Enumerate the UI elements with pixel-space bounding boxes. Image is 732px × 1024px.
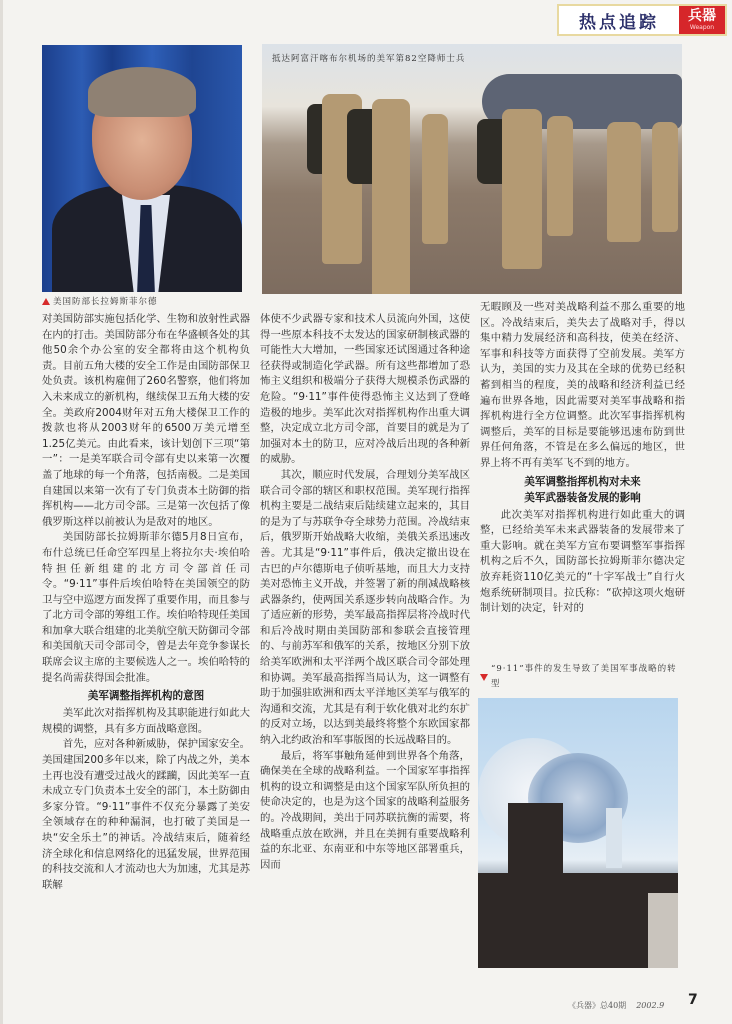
photo-hair xyxy=(88,67,196,117)
triangle-up-icon xyxy=(42,298,50,305)
photo-soldier xyxy=(607,122,641,242)
rumsfeld-caption xyxy=(42,295,158,307)
page-footer xyxy=(568,1000,664,1011)
page-fold-shadow xyxy=(0,0,3,1024)
paragraph: 最后，将军事触角延伸到世界各个角落，确保美在全球的战略利益。一个国家军事指挥机构的设立和调整是由这个国家军队所负担的使命决定的，也是为这个国家的战略利益服务的。冷战期间，美出于同苏联抗衡的需要，将战略重点放在欧洲，并且在美拥有重要战略利益的东北亚、东南亚和中东等地区部署重兵，因而 xyxy=(260,749,470,871)
issue-label: 《兵器》总40期 xyxy=(568,1001,627,1010)
rumsfeld-caption-text: 美国防部长拉姆斯菲尔德 xyxy=(53,297,158,307)
article-column-3 xyxy=(480,300,685,617)
photo-tower xyxy=(606,808,622,868)
triangle-down-icon xyxy=(480,674,488,681)
paragraph: 对美国防部实施包括化学、生物和放射性武器在内的打击。美国防部分布在华盛顿各处的其他50余个办公室的安全都将由这个机构负责。目前五角大楼的安全工作是由国防部保卫处负责。该机构雇佣了260名警察，他们将加入未来成立的新机构，继续保卫五角大楼的安全。美政府2004财年对五角大楼保卫工作的拨款也将从2003财年的6500万美元增至1.25亿美元。由此看来，该计划创下三项“第一”：一是美军联合司令部有史以来第一次覆盖了地球的每一个角落，包括南极。二是美国自建国以来第一次有了专门负责本土防御的指挥机构——北方司令部。三是第一次包括了像俄罗斯这样以前被认为是敌对的地区。 xyxy=(42,313,250,528)
soldiers-caption: 抵达阿富汗喀布尔机场的美军第82空降师士兵 xyxy=(272,54,466,64)
section-heading: 美军调整指挥机构的意图 xyxy=(87,690,205,703)
paragraph: 其次，顺应时代发展，合理划分美军战区联合司令部的辖区和职权范围。美军现行指挥机构主要是二战结束后陆续建立起来的，其目的是为了与苏联争夺全球势力范围。冷战结束后，俄罗斯开始战略大收缩，美俄关系迅速改善。尤其是“9·11”事件后，俄决定撤出设在古巴的卢尔德斯电子侦听基地，而且大力支持美对恐怖主义开战，并签署了新的削减战略核武器条约，使两国关系逐步转向战略合作。为了适应新的形势，美军最高指挥层将冷战时代和后冷战时期由美国防部和参联会直接管理的、与前苏军和俄军的关系，按地区分别下放给美军欧洲和太平洋两个战区联合司令部处理和协调。美军最高指挥当局认为，这一调整有助于加强驻欧洲和西太平洋地区美军与俄军的沟通和交流，尤其是有利于软化俄对北约东扩的反对立场，以达到美最终将整个东欧国家都纳入北约政治和军事版图的长远战略目的。 xyxy=(260,468,470,747)
wtc-photo xyxy=(478,698,678,968)
photo-building-light xyxy=(648,893,678,968)
magazine-logo xyxy=(679,6,725,34)
paragraph: 首先，应对各种新威胁，保护国家安全。美国建国200多年以来，除了内战之外，美本土再也没有遭受过战火的蹂躏，因此美军一直未成立专门负责本土安全的部门，本土防御由多家分管。“9·11”事件不仅充分暴露了美安全领域存在的种种漏洞，也打破了美国是一块“安全乐土”的神话。冷战结束后，随着经济全球化和信息网络化的迅猛发展，世界范围的科技交流和人才流动也大为加速，尤其是苏联解 xyxy=(42,738,250,891)
article-column-1 xyxy=(42,312,250,893)
magazine-logo-cn: 兵器 xyxy=(688,8,716,24)
photo-soldier xyxy=(502,109,542,269)
photo-soldier xyxy=(372,99,410,294)
issue-date: 2002.9 xyxy=(636,1001,665,1010)
rumsfeld-photo xyxy=(42,45,242,292)
page-number: 7 xyxy=(688,992,698,1008)
article-column-2 xyxy=(260,312,470,873)
photo-soldier xyxy=(422,114,448,244)
section-header-badge xyxy=(557,4,727,36)
paragraph: 此次美军对指挥机构进行如此重大的调整，已经给美军未来武器装备的发展带来了重大影响。就在美军方宣布要调整军事指挥机构之后不久，国防部长拉姆斯菲尔德决定放弃耗资110亿美元的“十字军战士”自行火炮系统研制项目。拉氏称：“砍掉这项火炮研制计划的决定，针对的 xyxy=(480,508,685,615)
wtc-caption xyxy=(480,662,680,692)
section-title: 热点追踪 xyxy=(579,12,659,33)
section-heading: 美军武器装备发展的影响 xyxy=(524,491,641,504)
photo-soldier xyxy=(652,122,678,232)
photo-soldier xyxy=(547,116,573,236)
soldiers-photo xyxy=(262,44,682,294)
paragraph: 美军此次对指挥机构及其职能进行如此大规模的调整，具有多方面战略意图。 xyxy=(42,707,250,735)
section-heading: 美军调整指挥机构对未来 xyxy=(524,475,641,488)
paragraph: 无暇顾及一些对美战略利益不那么重要的地区。冷战结束后，美失去了战略对手，得以集中精力发展经济和高科技，使美在经济、军事和科技等方面获得了空前发展。美军方认为，美国的实力及其在全球的优势已经积蓄到相当的程度，美的战略和经济利益已经遍布世界各地，因此需要对美军事战略和指挥机构进行全方位调整。此次军事指挥机构调整后，美军的目标是要能够迅速布防到世界任何角落，不管是在多么偏远的地区，世界上将不再有美军飞不到的地方。 xyxy=(480,301,685,469)
paragraph: 美国防部长拉姆斯菲尔德5月8日宣布，布什总统已任命空军四星上将拉尔夫·埃伯哈特担任新组建的北方司令部首任司令。“9·11”事件后埃伯哈特在美国领空的防卫与空中巡逻方面发挥了重要作用，而且参与了北方司令部的筹组工作。埃伯哈特现任美国和加拿大联合组建的北美航空航天防御司令部和美国航天司令部司令，曾是去年竞争参谋长联席会议主席的主要候选人之一。埃伯哈特的提名尚需获得国会批准。 xyxy=(42,531,250,684)
wtc-caption-text: “9·11”事件的发生导致了美国军事战略的转型 xyxy=(491,664,677,689)
magazine-logo-en: Weapon xyxy=(689,24,715,31)
paragraph: 体使不少武器专家和技术人员流向外国，这使得一些原本科技不太发达的国家研制核武器的可能性大大增加，一些国家还试图通过各种途径获得或制造化学武器。所有这些都增加了恐怖主义组织和极端分子获得大规模杀伤武器的危险。“9·11”事件使得恐怖主义达到了登峰造极的地步。美军此次对指挥机构作出重大调整，决定成立北方司令部，首要目的就是为了加强对本土的防卫，应对冷战后出现的各种新的威胁。 xyxy=(260,313,470,466)
